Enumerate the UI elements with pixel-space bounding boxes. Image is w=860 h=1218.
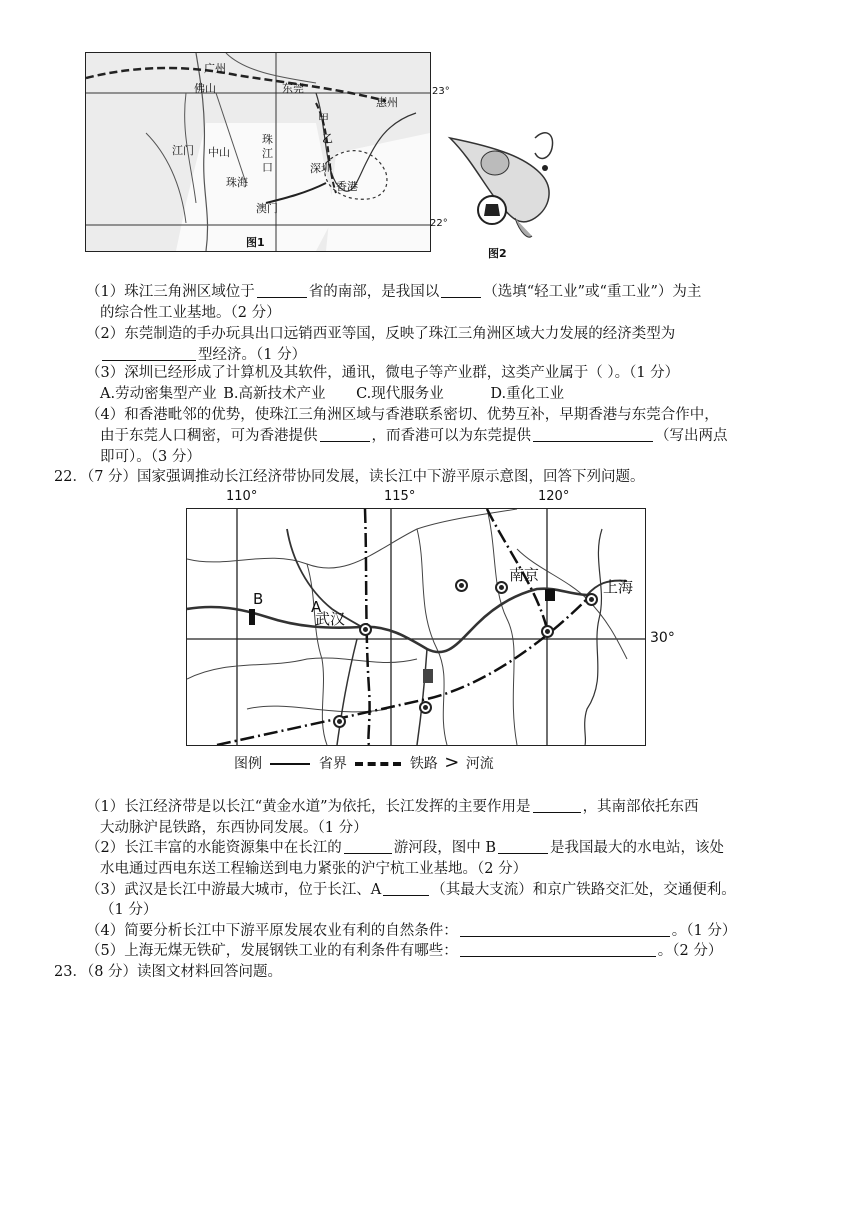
q22-s1-b: ，其南部依托东西 [582,799,699,815]
q22-item2-line2: 水电通过西电东送工程输送到电力紧张的沪宁杭工业基地。（2 分） [100,861,528,877]
map-label-a: A [311,598,322,616]
city-label-hongkong: 香港 [336,180,358,193]
q22-item4 [86,921,736,941]
figure1-map-drawing [86,53,430,251]
city-marker-nanjing [495,581,508,594]
answer-blank[interactable] [498,839,548,854]
q21-item2-line2 [100,345,306,365]
map-label-wuhan: 武汉 [315,610,346,628]
q22-s4-b: 。（1 分） [671,923,737,939]
map-label-b: B [253,590,264,608]
city-label-jiangmen: 江门 [172,144,194,157]
q21-s1-b: 省的南部，是我国以 [308,284,440,300]
city-label-zhuhai: 珠海 [226,176,248,189]
q21-s2-b: 型经济。（1 分） [198,347,307,363]
city-label-dongguan: 东莞 [282,82,304,95]
q21-item3: （3）深圳已经形成了计算机及其软件，通讯，微电子等产业群，这类产业属于（ ）。（1 分） [86,365,680,381]
answer-blank[interactable] [102,346,196,361]
city-marker-wuhan [359,623,372,636]
figure2-caption: 图2 [488,247,507,260]
option-b[interactable]: B.高新技术产业 [223,386,326,402]
marker-yi: 乙 [322,132,333,145]
answer-blank[interactable] [383,881,429,896]
answer-blank[interactable] [533,798,581,813]
map-label-nanjing: 南京 [509,566,540,584]
legend-railway-line [355,762,401,766]
q22-s3-b: （其最大支流）和京广铁路交汇处，交通便利。 [431,882,736,898]
city-label-macau: 澳门 [256,202,278,215]
answer-blank[interactable] [441,283,481,298]
figure2-illustration [440,118,570,258]
figure1-caption: 图1 [246,236,265,249]
yangtze-map [186,508,646,746]
city-label-zhongshan: 中山 [208,146,230,159]
answer-blank[interactable] [257,283,307,298]
q21-item2-line1: （2）东莞制造的手办玩具出口远销西亚等国，反映了珠江三角洲区域大力发展的经济类型为 [86,326,676,342]
lon-label-120: 120° [538,489,570,504]
option-c[interactable]: C.现代服务业 [356,386,444,402]
q22-item1-line1 [86,797,699,817]
q22-item5 [86,941,722,961]
marker-jia: 甲 [318,112,329,125]
legend-river-icon: > [444,752,460,773]
q22-s5-a: （5）上海无煤无铁矿，发展钢铁工业的有利条件有哪些： [86,943,458,959]
city-marker-shanghai [585,593,598,606]
q21-item1-line1 [86,282,701,302]
yangtze-map-drawing [187,509,645,745]
q21-item1-line2: 的综合性工业基地。（2 分） [100,305,281,321]
option-a[interactable]: A.劳动密集型产业 [100,386,217,402]
q22-s2-b: 游河段，图中 B [393,840,496,856]
lat-label-30: 30° [650,630,675,646]
lon-label-110: 110° [226,489,258,504]
answer-blank[interactable] [460,922,670,937]
q22-item3-line2: （1 分） [100,902,158,918]
q21-s1-c: （选填“轻工业”或“重工业”）为主 [483,284,702,300]
city-marker-hefei [455,579,468,592]
q22-s3-a: （3）武汉是长江中游最大城市，位于长江、A [86,882,382,898]
q22-item3-line1 [86,880,736,900]
lon-label-115: 115° [384,489,416,504]
answer-blank[interactable] [320,427,370,442]
q22-s4-a: （4）简要分析长江中下游平原发展农业有利的自然条件： [86,923,458,939]
q22-s1-a: （1）长江经济带是以长江“黄金水道”为依托，长江发挥的主要作用是 [86,799,531,815]
figure1-map [85,52,431,252]
q21-item4-line2 [100,426,728,446]
answer-blank[interactable] [460,942,656,957]
q21-item4-line3: 即可）。（3 分） [100,449,201,465]
option-d[interactable]: D.重化工业 [490,386,565,402]
city-label-huizhou: 惠州 [376,96,398,109]
map-label-shanghai: 上海 [603,578,634,596]
q21-item3-options [100,384,564,404]
q22-item1-line2: 大动脉沪昆铁路，东西协同发展。（1 分） [100,820,368,836]
lat-label-23: 23° [432,86,450,97]
map-legend [234,752,494,773]
city-marker-nanchang [419,701,432,714]
city-label-foshan: 佛山 [194,82,216,95]
q23-header: 23．（8 分）读图文材料回答问题。 [54,964,283,980]
q21-s4-c: ，而香港可以为东莞提供 [371,428,531,444]
answer-blank[interactable] [344,839,392,854]
legend-river-label: 河流 [465,756,494,772]
legend-province-line [270,763,310,765]
q21-s1-a: （1）珠江三角洲区域位于 [86,284,255,300]
answer-blank[interactable] [533,427,653,442]
river-mouth-label: 珠江口 [262,133,273,174]
q22-s5-b: 。（2 分） [657,943,723,959]
city-label-guangzhou: 广州 [204,62,226,75]
q22-header: 22．（7 分）国家强调推动长江经济带协同发展，读长江中下游平原示意图，回答下列问题。 [54,469,645,485]
q21-s4-b: 由于东莞人口稠密，可为香港提供 [100,428,318,444]
legend-province-label: 省界 [318,756,347,772]
q21-s4-d: （写出两点 [655,428,728,444]
q22-item2-line1 [86,838,724,858]
toy-figure-drawing [440,118,570,258]
q22-s2-a: （2）长江丰富的水能资源集中在长江的 [86,840,342,856]
q22-s2-c: 是我国最大的水电站，该处 [550,840,724,856]
legend-title: 图例 [234,756,262,772]
city-label-shenzhen: 深圳 [310,162,332,175]
lat-label-22: 22° [430,218,448,229]
city-marker-hangzhou [541,625,554,638]
q21-item4-line1: （4）和香港毗邻的优势，使珠江三角洲区域与香港联系密切、优势互补，早期香港与东莞合作中， [86,407,719,423]
city-marker-changsha [333,715,346,728]
legend-railway-label: 铁路 [409,756,438,772]
